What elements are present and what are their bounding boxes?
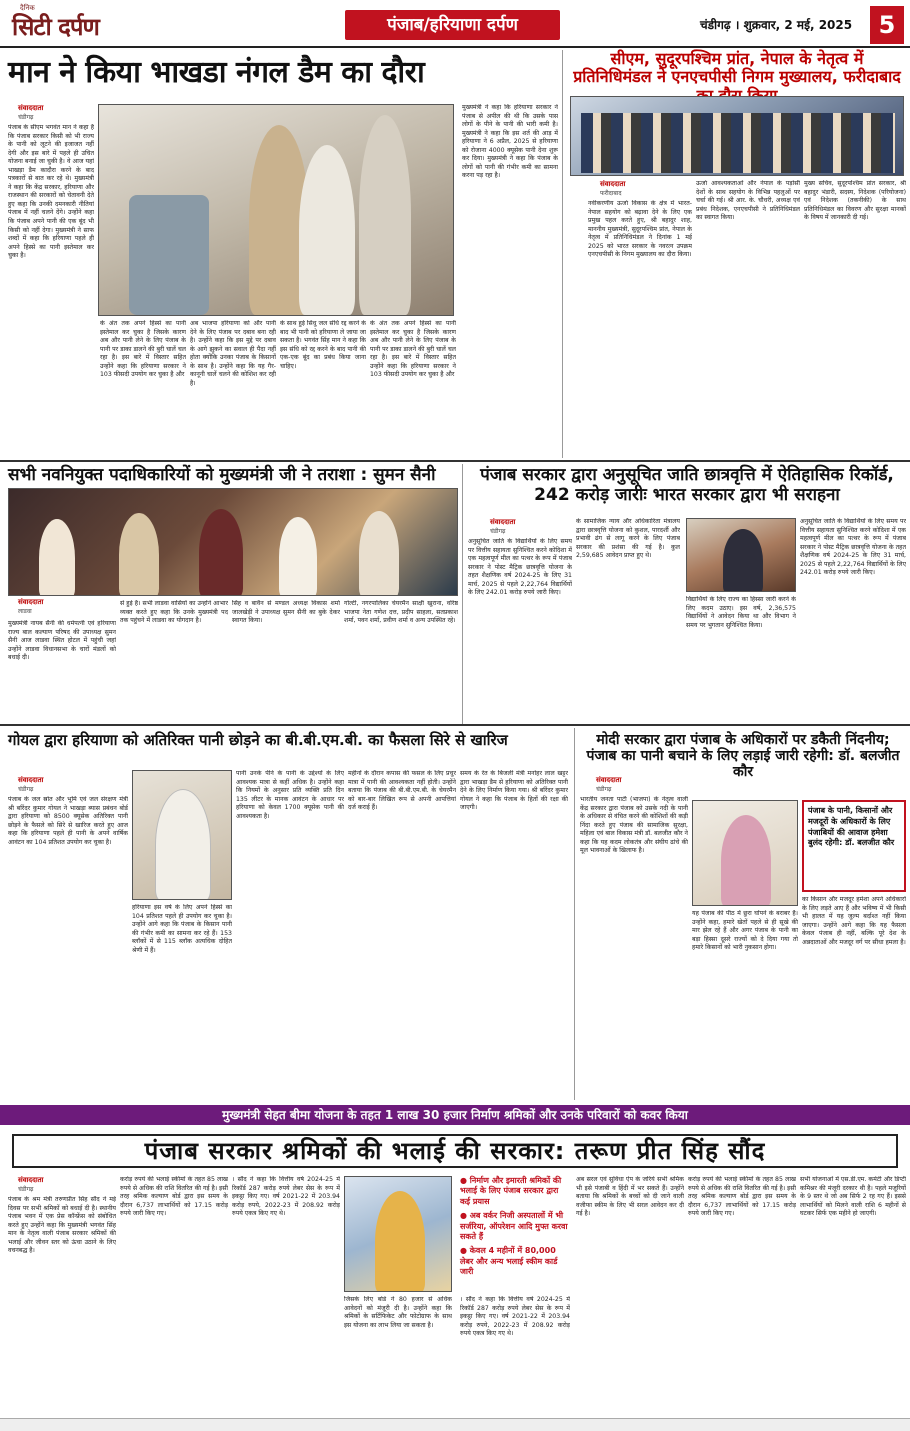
story7-photo — [344, 1176, 452, 1292]
story7-col6: सभी योजनाओं में एस.डी.एम. कमेटी और डिप्टी कमिश्नर की मंजूरी दरकार थी है। पहले मजूरियों के 9 स्तर थे जो अब सिर्फ 2 रह गए हैं। इससे लाभार्थियों को मिलने वाली राशि 6 महीनों से घटकर सिर्फ एक महीने हो जाएगी। — [800, 1176, 906, 1218]
highlight-item: ● केवल 4 महीनों में 80,000 लेबर और अन्य भलाई स्कीम कार्ड जारी — [460, 1246, 570, 1277]
paper-name: सिटी दर्पण — [12, 13, 99, 41]
story3-col3: सिंह व बावैन से मण्डल अध्यक्ष विकास शर्मा जालखेड़ी ने उपाध्यक्ष सुमन सैनी का बुके देकर स्वागत किया। — [232, 600, 340, 625]
banner: मुख्यमंत्री सेहत बीमा योजना के तहत 1 लाख 30 हजार निर्माण श्रमिकों और उनके परिवारों को कवर किया — [0, 1105, 910, 1125]
story4-photo — [686, 518, 796, 592]
story4-col1: अनुसूचित जाति के विद्यार्थियों के लिए समय पर वित्तीय सहायता सुनिश्चित करने कोदिशा में एक महत्वपूर्ण मील का पत्थर के रूप में पंजाब सरकार ने पोस्ट मैट्रिक छात्रवृत्ति योजना के तहत शैक्षणिक वर्ष 2024-25 के लिए 31 मार्च, 2025 से पहले 2,22,764 विद्यार्थियों के लिए 242.01 करोड़ रुपये जारी किए। — [468, 538, 572, 597]
divider — [0, 724, 910, 726]
masthead-tagline: दैनिक — [20, 4, 35, 12]
highlight-item: ● निर्माण और इमारती श्रमिकों की भलाई के लिए पंजाब सरकार द्वारा कई प्रयास — [460, 1176, 570, 1207]
story2-byline: संवाददाता फरीदाबाद — [600, 180, 626, 197]
story1-col1: पंजाब के सीएम भगवंत मान ने कहा है कि पंजाब सरकार किसी को भी राज्य के पानी को लूटने की इजाजत नहीं देगी और इस बारे में पहले ही उचित योजना बनाई जा चुकी है। वे आज यहां भाखड़ा डैम कादौरा करने के बाद पत्रकारों से बात कर रहे थे। मुख्यमंत्री ने कहा कि केंद्र सरकार, हरियाणा और राजस्थान की सरकारों को चेतावनी देते हुए कहा कि उनकी दमनकारी नीतियां पंजाब में नहीं चलने देंगे। उन्होंने कहा कि पंजाब अपने पानी की एक बूंद भी किसी को नहीं देगा। मुख्यमंत्री ने साफ शब्दों में कहा कि हरियाणा पहले ही अपने हिस्से का पानी इस्तेमाल कर चुका है। — [8, 124, 94, 260]
story7-col1: पंजाब के श्रम मंत्री तरुणप्रीत सिंह सौंद ने मई दिवस पर सभी श्रमिकों को बधाई दी है। स्थानीय पंजाब भवन में एक प्रेस कॉन्फ्रेंस को संबोधित करते हुए उन्होंने कहा कि मुख्यमंत्री भगवंत सिंह मान के नेतृत्व वाली पंजाब सरकार श्रमिकों की भलाई और जीवन स्तर को ऊंचा उठाने के लिए वचनबद्ध है। — [8, 1196, 116, 1255]
story6-headline: मोदी सरकार द्वारा पंजाब के अधिकारों पर डकैती निंदनीय; पंजाब का पानी बचाने के लिए लड़ाई जारी रहेगी: डॉ. बलजीत कौर — [586, 732, 900, 781]
story3-col2: से हुई है। सभी लाडवा वासियों का उन्होंने आभार व्यक्त करते हुए कहा कि उनके मुख्यमंत्री पद तक पहुंचने में लाडवा का योगदान है। — [120, 600, 228, 625]
story4-col2: के सामाजिक न्याय और अधिकारिता मंत्रालय द्वारा छात्रवृत्ति योजना को कुशल, पारदर्शी और प्रभावी ढंग से लागू करने के लिए पंजाब सरकार की प्रशंसा की गई है। कुल 2,59,685 आवेदन प्राप्त हुए थे। — [576, 518, 680, 560]
story7-highlights — [460, 1176, 570, 1282]
page-number: 5 — [870, 6, 904, 44]
story7-col5b: करोड़ रुपये की भलाई स्कीमों के तहत 85 लाख रुपये से अधिक की राशि वितरित की गई है। इसी तरह श्रमिक कल्याण बोर्ड द्वारा इस समय के दौरान 6,737 लाभार्थियों को 17.15 करोड़ रुपये जारी किए गए। — [688, 1176, 796, 1218]
story5-col2: हरियाणा इस वर्ष के लिए अपने हिस्से का 104 प्रतिशत पहले ही उपयोग कर चुका है। उन्होंने आगे कहा कि पंजाब के किसान पानी की गंभीर कमी का सामना कर रहे हैं। 153 ब्लॉकों में से 115 ब्लॉक अत्यधिक दोहित श्रेणी में हैं। — [132, 904, 232, 954]
story1-col3: अब भाजपा हरियाणा को और पानी देने के लिए पंजाब पर दबाव बना रही है। उन्होंने कहा कि इस मुद्दे पर दबाव के आगे झुकने का सवाल ही पैदा नहीं होता क्योंकि उनका पंजाब के किसानों के साथ है। उन्होंने कहा कि यह गैर-कानूनी चालें चलने की कोशिश कर रही है। — [190, 320, 276, 387]
story6-byline: संवाददाता चंडीगढ़ — [596, 776, 622, 793]
story5-headline: गोयल द्वारा हरियाणा को अतिरिक्त पानी छोड़ने का बी.बी.एम.बी. का फैसला सिरे से खारिज — [8, 731, 508, 749]
story6-callout: पंजाब के पानी, किसानों और मजदूरों के अधिकारों के लिए पंजाबियों की आवाज हमेशा बुलंद रहेगी: डॉ. बलजीत कौर — [802, 800, 906, 892]
story1-byline: संवाददाता चंडीगढ़ — [18, 104, 44, 121]
story5-col3: पानी उनके पीने के पानी के उद्देश्यों के लिए आवश्यक मात्रा से कहीं अधिक है। उन्होंने कहा कि नियमों के अनुसार प्रति व्यक्ति प्रति दिन 135 लीटर के मानक आवंटन के आधार पर हरियाणा को केवल 1700 क्यूसेक पानी की आवश्यकता है। — [236, 770, 344, 820]
story5-photo — [132, 770, 232, 900]
story1-col4: के साथ हुई सिंधु जल संधि रद्द करने के बाद भी पानी को हरियाणा ले जाया जा सकता है। भगवंत सिंह मान ने कहा कि इस संधि को रद्द करने के बाद पानी की एक-एक बूंद का प्रबंध किया जाना चाहिए। — [280, 320, 366, 370]
masthead-rule — [0, 46, 910, 48]
story3-photo — [8, 488, 458, 596]
story5-col4: महीनों के दौरान कपास की फसल के लिए प्रचुर मात्रा में पानी की आवश्यकता नहीं होती। उन्होंने बताया कि पंजाब की बी.बी.एम.बी. के चेयरमैन को बार-बार लिखित रूप से अपनी आपत्तियां दर्ज कराई हैं। — [348, 770, 456, 812]
highlight-item: ● अब वर्कर निजी अस्पतालों में भी सर्जरिया, ऑपरेशन आदि मुफ्त करवा सकते हैं — [460, 1211, 570, 1242]
masthead-logo — [6, 4, 126, 44]
story7-col4b: । सौंद ने कहा कि वित्तीय वर्ष 2024-25 में रिकॉर्ड 287 करोड़ रुपये लेबर सेस के रूप में इकट्ठा किए गए। वर्ष 2021-22 में 203.94 करोड़ रुपये, 2022-23 में 208.92 करोड़ रुपये एकत्र किए गए थे। — [460, 1296, 570, 1338]
story2-photo — [570, 96, 904, 176]
story1-col5: मुख्यमंत्री ने कहा कि हरियाणा सरकार ने पंजाब से अपील की थी कि उसके पास लोगों के पीने के पानी की भारी कमी है। मुख्यमंत्री ने कहा कि इस शर्त की आड़ में हरियाणा ने 6 अप्रैल, 2025 से हरियाणा को रोजाना 4000 क्यूसेक पानी देना शुरू कर दिया। मुख्यमंत्री ने कहा कि पंजाब के लोगों को पानी की गंभीर कमी का सामना करना पड़ रहा है। — [462, 104, 558, 180]
story4-col3: विद्यार्थियों के लिए राज्य का हिस्सा जारी करने के लिए कदम उठाए। इस वर्ष, 2,36,575 विद्यार्थियों ने आवेदन किया था और विभाग ने समय पर भुगतान सुनिश्चित किया। — [686, 596, 796, 629]
divider — [562, 50, 563, 458]
story5-col1: पंजाब के जल स्रोत और भूमि एवं जल संरक्षण मंत्री श्री बरिंदर कुमार गोयल ने भाखड़ा ब्यास प्रबंधन बोर्ड द्वारा हरियाणा को 8500 क्यूसेक अतिरिक्त पानी छोड़ने के फैसले को सिरे से खारिज करते हुए आज कहा कि हरियाणा पहले ही पानी के अपने वार्षिक आवंटन का 104 प्रतिशत उपयोग कर चुका है। — [8, 796, 128, 846]
story6-col1: भारतीय जनता पार्टी (भाजपा) के नेतृत्व वाली केंद्र सरकार द्वारा पंजाब को उसके नदी के पानी के अधिकार से वंचित करने की कोशिशों की कड़ी निंदा करते हुए पंजाब की सामाजिक सुरक्षा, महिला एवं बाल विकास मंत्री डॉ. बलजीत कौर ने कहा कि यह कदम लोकतंत्र और संघीय ढांचे की मूल भावनाओं के खिलाफ है। — [580, 796, 688, 855]
story3-headline: सभी नवनियुक्त पदाधिकारियों को मुख्यमंत्री जी ने तराशा : सुमन सैनी — [8, 465, 436, 485]
story1-photo — [98, 104, 454, 316]
story6-photo — [692, 800, 798, 906]
story7-col2: करोड़ रुपये की भलाई स्कीमों के तहत 85 लाख रुपये से अधिक की राशि वितरित की गई है। इसी तरह श्रमिक कल्याण बोर्ड द्वारा इस समय के दौरान 6,737 लाभार्थियों को 17.15 करोड़ रुपये जारी किए गए। — [120, 1176, 228, 1218]
story1-col2: के अंत तक अपने हिस्से का पानी इस्तेमाल कर चुका है जिसके कारण अब और पानी लेने के लिए पंजाब के पानी पर डाका डालने की बुरी चालें चल रहा है। इस बारे में विस्तार सहित उन्होंने कहा कि हरियाणा सरकार ने 103 फीसदी उपयोग कर चुका है और — [100, 320, 186, 379]
story2-col3: मुख्य सचिव, सुदूरपश्चिम प्रांत सरकार, श्री बहादुर भंडारी, सदस्य, निदेशक (परियोजना) एवं निदेशक (तकनीकी) के साथ प्रतिनिधिमंडल का विवरण और सुरक्षा मानकों के विषय में जानकारी दी गई। — [804, 180, 906, 222]
divider — [574, 728, 575, 1100]
story7-col3: । सौंद ने कहा कि वित्तीय वर्ष 2024-25 में रिकॉर्ड 287 करोड़ रुपये लेबर सेस के रूप में इकट्ठा किए गए। वर्ष 2021-22 में 203.94 करोड़ रुपये, 2022-23 में 208.92 करोड़ रुपये एकत्र किए गए थे। — [232, 1176, 340, 1218]
story3-byline: संवाददाता लाडवा — [18, 598, 44, 615]
story2-col2: ऊर्जा आवश्यकताओं और नेपाल के पड़ोसी देशों के साथ सहयोग के विभिन्न पहलुओं पर चर्चा की गई। श्री आर. के. चौधरी, अध्यक्ष एवं प्रबंध निदेशक, एनएचपीसी ने प्रतिनिधिमंडल का स्वागत किया। — [696, 180, 800, 222]
story7-col5: अब सरल एवं सुविधा ऐप के जरिये सभी श्रमिक भी इसे पंजाबी व हिंदी में भर सकते हैं। उन्होंने बताया कि श्रमिकों के बच्चों को दी जाने वाली वजीफा स्कीम के लिए भी सरल आवेदन कर दी गई है। — [576, 1176, 684, 1218]
story4-col4: अनुसूचित जाति के विद्यार्थियों के लिए समय पर वित्तीय सहायता सुनिश्चित करने कोदिशा में एक महत्वपूर्ण मील का पत्थर के रूप में पंजाब सरकार ने पोस्ट मैट्रिक छात्रवृत्ति योजना के तहत शैक्षणिक वर्ष 2024-25 के लिए 31 मार्च, 2025 से पहले 2,22,764 विद्यार्थियों के लिए 242.01 करोड़ रुपये जारी किए। — [800, 518, 906, 577]
story2-col1: नवीकरणीय ऊर्जा विकास के क्षेत्र में भारत-नेपाल सहयोग को बढ़ावा देने के लिए एक प्रमुख पहल करते हुए, श्री बहादुर शाह, माननीय मुख्यमंत्री, सुदूरपश्चिम प्रांत, नेपाल के नेतृत्व में प्रतिनिधिमंडल ने दिनांक 1 मई 2025 को भारत सरकार के नवरत्न उपक्रम एनएचपीसी के निगम मुख्यालय का दौरा किया। — [588, 200, 692, 259]
story7-col4: जिसके लिए बोर्ड ने 80 हजार से अधिक आवेदनों को मंजूरी दी है। उन्होंने कहा कि श्रमिकों के सर्टिफिकेट और फोटोग्राफ के साथ इस योजना का लाभ लिया जा सकता है। — [344, 1296, 452, 1329]
story1-headline: मान ने किया भाखडा नंगल डैम का दौरा — [8, 55, 425, 90]
story5-byline: संवाददाता चंडीगढ़ — [18, 776, 44, 793]
divider — [0, 460, 910, 462]
story3-col1: मुख्यमंत्री नायब सैनी की धर्मपत्नी एवं हरियाणा राज्य बाल कल्याण परिषद की उपाध्यक्ष सुमन सैनी आज लाडवा स्थित होटल में पहुंची जहां उन्होंने लाडवा विधानसभा के चारों मंडलों को बधाई दी। — [8, 620, 116, 662]
story6-col2: यह पंजाब की पीठ में छुरा घोंपने के बराबर है। उन्होंने कहा, हमारे खेतों पहले से ही सूखे की मार झेल रहे हैं और अगर पंजाब के पानी का बड़ा हिस्सा दूसरे राज्यों को दे दिया गया तो हमारे किसानों को भारी नुकसान होगा। — [692, 910, 798, 952]
story6-col3: का किसान और मजदूर हमेशा अपने अधिकारों के लिए लड़ते आए हैं और भविष्य में भी किसी भी हालत में यह जुल्म बर्दाश्त नहीं किया जाएगा। उन्होंने आगे कहा कि यह फैसला केवल पंजाब ही नहीं, बल्कि पूरे देश के अन्नदाताओं और मजदूर वर्ग पर सीधा हमला है। — [802, 896, 906, 946]
dateline: चंडीगढ़ । शुक्रवार, 2 मई, 2025 — [700, 18, 853, 32]
section-label: पंजाब/हरियाणा दर्पण — [345, 10, 560, 40]
story7-byline: संवाददाता चंडीगढ़ — [18, 1176, 44, 1193]
divider — [462, 464, 463, 724]
story4-byline: संवाददाता चंडीगढ़ — [490, 518, 516, 535]
story1-col4b: के अंत तक अपने हिस्से का पानी इस्तेमाल कर चुका है जिसके कारण अब और पानी लेने के लिए पंजाब के पानी पर डाका डालने की बुरी चालें चल रहा है। इस बारे में विस्तार सहित उन्होंने कहा कि हरियाणा सरकार ने 103 फीसदी उपयोग कर चुका है और — [370, 320, 456, 379]
story3-col4: गोल्टी, नगरपालिका चेयरमैन साक्षी खुराना, वरिष्ठ भाजपा नेता गणेश दत्त, प्रदीप साहला, सतप्रकाश शर्मा, पवन शर्मा, प्रवीण शर्मा व अन्य उपस्थित रहे। — [344, 600, 458, 625]
story4-headline: पंजाब सरकार द्वारा अनुसूचित जाति छात्रवृत्ति में ऐतिहासिक रिकॉर्ड, 242 करोड़ जारीः भारत सरकार द्वारा भी सराहना — [480, 465, 894, 505]
story5-col5: समय के रेत के बिजली मंत्री मनोहर लाल खट्टर द्वारा भाखड़ा डैम से हरियाणा को अतिरिक्त पानी देने के लिए निर्माण किया गया। श्री बरिंदर कुमार गोयल ने कहा कि पंजाब के हितों की रक्षा की जाएगी। — [460, 770, 568, 812]
page-footer-strip — [0, 1418, 910, 1431]
story2-headline: सीएम, सुदूरपश्चिम प्रांत, नेपाल के नेतृत्व में प्रतिनिधिमंडल ने एनएचपीसी निगम मुख्यालय, फरीदाबाद — [573, 49, 901, 87]
story7-headline: पंजाब सरकार श्रमिकों की भलाई की सरकार: तरूण प्रीत सिंह सौंद — [12, 1134, 898, 1168]
